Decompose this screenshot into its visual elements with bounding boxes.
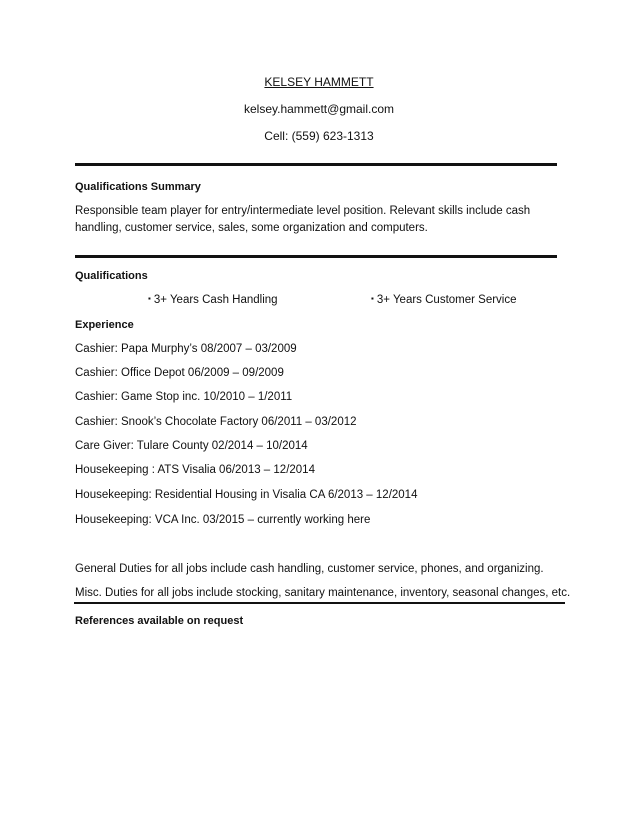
- qualifications-heading: Qualifications: [75, 270, 148, 282]
- general-duties: General Duties for all jobs include cash handling, customer service, phones, and organizing.: [75, 563, 544, 575]
- qualification-label: 3+ Years Cash Handling: [153, 294, 278, 306]
- candidate-phone: Cell: (559) 623-1313: [264, 129, 374, 143]
- bullet-icon: ▪: [371, 294, 374, 303]
- experience-entry: Care Giver: Tulare County 02/2014 – 10/2014: [75, 440, 308, 452]
- qualification-item: [148, 294, 278, 306]
- section-divider: [74, 602, 565, 604]
- experience-entry: Housekeeping: VCA Inc. 03/2015 – currently working here: [75, 514, 371, 526]
- experience-entry: Cashier: Office Depot 06/2009 – 09/2009: [75, 367, 284, 379]
- misc-duties: Misc. Duties for all jobs include stocking, sanitary maintenance, inventory, seasonal changes, etc.: [75, 587, 571, 599]
- candidate-email: kelsey.hammett@gmail.com: [244, 102, 394, 116]
- references-note: References available on request: [75, 615, 244, 627]
- experience-entry: Cashier: Papa Murphy’s 08/2007 – 03/2009: [75, 343, 297, 355]
- bullet-icon: ▪: [148, 294, 151, 303]
- qualification-item: [371, 294, 517, 306]
- experience-entry: Cashier: Game Stop inc. 10/2010 – 1/2011: [75, 391, 293, 403]
- summary-text: Responsible team player for entry/intermediate level position. Relevant skills include cash handling, customer service, sales, some organization and computers.: [75, 205, 531, 234]
- experience-heading: Experience: [75, 319, 134, 331]
- section-divider: [75, 163, 557, 166]
- candidate-name: KELSEY HAMMETT: [264, 75, 374, 89]
- experience-entry: Cashier: Snook’s Chocolate Factory 06/2011 – 03/2012: [75, 416, 357, 428]
- qualification-label: 3+ Years Customer Service: [376, 294, 517, 306]
- summary-heading: Qualifications Summary: [75, 181, 201, 193]
- experience-entry: Housekeeping : ATS Visalia 06/2013 – 12/2014: [75, 464, 315, 476]
- section-divider: [75, 255, 557, 258]
- experience-entry: Housekeeping: Residential Housing in Visalia CA 6/2013 – 12/2014: [75, 489, 418, 501]
